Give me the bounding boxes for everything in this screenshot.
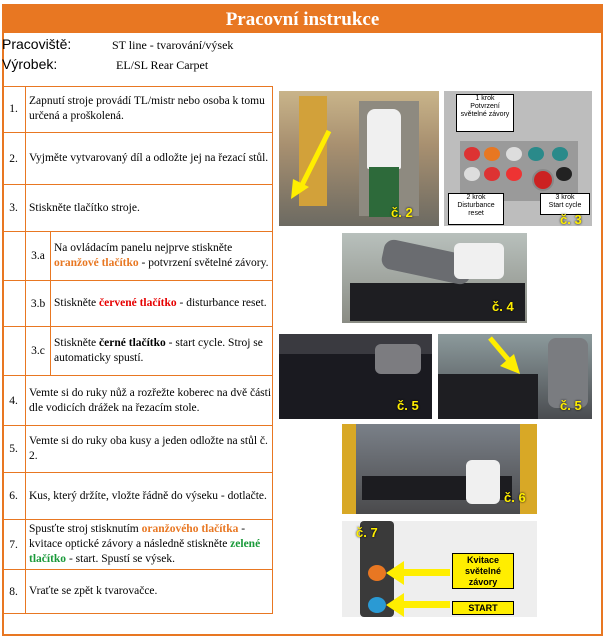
step-number: 2. xyxy=(2,133,26,184)
photo-step-7 xyxy=(342,521,537,617)
step-row-5 xyxy=(2,426,272,473)
start-sign: START xyxy=(452,601,514,615)
callout-step-1: 1 krok Potvrzení světelné závory xyxy=(456,94,514,132)
step-number: 3.c xyxy=(26,327,51,375)
step-row-8 xyxy=(2,570,272,614)
photo-label: č. 5 xyxy=(560,398,582,413)
step-row-7 xyxy=(2,520,272,570)
step-text: Vemte si do ruky oba kusy a jeden odložte na stůl č. 2. xyxy=(29,435,268,462)
green-button-highlight: zelené tlačítko xyxy=(29,538,261,565)
yellow-arrow-icon xyxy=(279,91,439,226)
photo-step-5a xyxy=(279,334,432,419)
orange-button-highlight: oranžového tlačítka xyxy=(141,523,239,535)
step-text: Stiskněte tlačítko stroje. xyxy=(29,201,140,214)
product-label: Výrobek: xyxy=(2,56,58,72)
workplace-value: ST line - tvarování/výsek xyxy=(112,38,234,52)
step-row-3c xyxy=(2,327,272,376)
photo-label: č. 7 xyxy=(356,525,378,540)
orange-button-highlight: oranžové tlačítko xyxy=(54,257,139,269)
step-number: 8. xyxy=(2,570,26,613)
step-number: 6. xyxy=(2,473,26,519)
photo-step-5b xyxy=(438,334,592,419)
step-number: 5. xyxy=(2,426,26,472)
step-row-4 xyxy=(2,376,272,426)
step-number: 3.a xyxy=(26,232,51,280)
step-number: 3.b xyxy=(26,281,51,326)
photo-label: č. 6 xyxy=(504,490,526,505)
step-number: 7. xyxy=(2,520,26,569)
step-row-3 xyxy=(2,185,272,232)
callout-step-2: 2 krok Disturbance reset xyxy=(448,193,504,225)
step-row-3b xyxy=(2,281,272,327)
black-button-highlight: černé tlačítko xyxy=(99,337,166,349)
photo-step-3 xyxy=(444,91,592,226)
step-text: Na ovládacím panelu nejprve stiskněte oranžové tlačítko - potvrzení světelné závory. xyxy=(54,242,269,269)
step-text: Vyjměte vytvarovaný díl a odložte jej na řezací stůl. xyxy=(29,152,269,164)
callout-step-3: 3 krok Start cycle xyxy=(540,193,590,215)
photo-label: č. 3 xyxy=(560,212,582,226)
step-text: Spusťte stroj stisknutím oranžového tlačítka - kvitace optické závory a následně stiskněte zelené tlačítko - start. Spustí se výsek. xyxy=(29,523,261,565)
photo-step-2 xyxy=(279,91,439,226)
photo-step-4 xyxy=(342,233,527,323)
step-text: Vemte si do ruky nůž a rozřežte koberec na dvě části dle vodicích drážek na řezacím stole. xyxy=(29,386,272,414)
steps-table xyxy=(2,86,272,616)
sheet-title: Pracovní instrukce xyxy=(4,6,601,33)
step-row-1 xyxy=(2,86,272,133)
step-row-2 xyxy=(2,133,272,185)
photo-step-6 xyxy=(342,424,537,514)
step-row-3a xyxy=(2,232,272,281)
red-button-highlight: červené tlačítko xyxy=(99,297,177,309)
photo-label: č. 2 xyxy=(391,205,413,220)
photo-label: č. 5 xyxy=(397,398,419,413)
kvitace-sign: Kvitace světelné závory xyxy=(452,553,514,589)
step-text: Vraťte se zpět k tvarovačce. xyxy=(29,585,158,597)
photo-label: č. 4 xyxy=(492,299,514,314)
step-row-6 xyxy=(2,473,272,520)
step-number: 1. xyxy=(2,86,26,132)
step-text: Kus, který držíte, vložte řádně do výseku - dotlačte. xyxy=(29,489,267,502)
step-text: Stiskněte červené tlačítko - disturbance reset. xyxy=(54,297,267,309)
step-number: 3. xyxy=(2,185,26,231)
step-text: Stiskněte černé tlačítko - start cycle. Stroj se automaticky spustí. xyxy=(54,337,263,364)
step-number: 4. xyxy=(2,376,26,425)
product-value: EL/SL Rear Carpet xyxy=(116,58,209,72)
workplace-label: Pracoviště: xyxy=(2,36,72,52)
step-text: Zapnutí stroje provádí TL/mistr nebo osoba k tomu určená a proškolená. xyxy=(29,95,265,122)
